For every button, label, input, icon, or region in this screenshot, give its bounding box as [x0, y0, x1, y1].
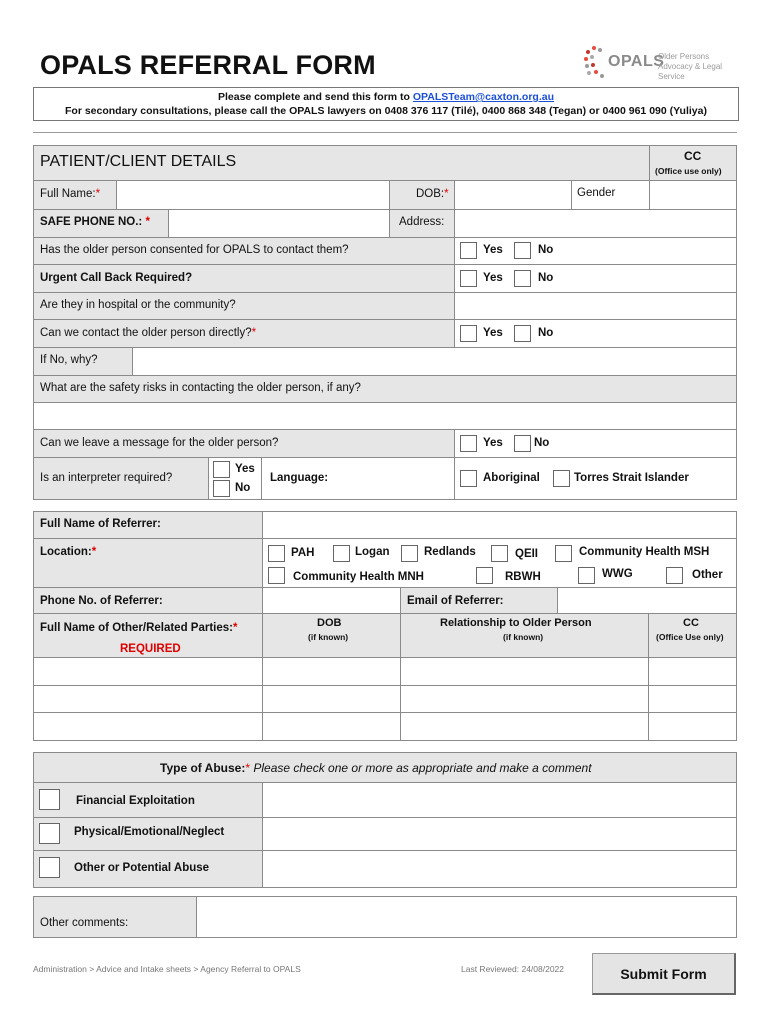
location-qeii-checkbox[interactable] [491, 545, 508, 562]
other-party-cc-2[interactable] [648, 685, 737, 713]
opals-logo: OPALS Older Persons Advocacy & Legal Service [582, 44, 742, 84]
location-rbwh-checkbox[interactable] [476, 567, 493, 584]
location-pah-checkbox[interactable] [268, 545, 285, 562]
submit-form-button[interactable]: Submit Form [592, 953, 736, 995]
hospital-input[interactable] [454, 292, 737, 320]
safety-input[interactable] [33, 402, 737, 430]
other-abuse-comment-input[interactable] [262, 850, 737, 888]
if-no-input[interactable] [132, 347, 737, 376]
urgent-no-checkbox[interactable] [514, 270, 531, 287]
location-redlands-checkbox[interactable] [401, 545, 418, 562]
location-other-checkbox[interactable] [666, 567, 683, 584]
safe-phone-label: SAFE PHONE NO.: [40, 216, 146, 228]
financial-checkbox[interactable] [39, 789, 60, 810]
hospital-question: Are they in hospital or the community? [40, 299, 236, 311]
abuse-type-hint: Please check one or more as appropriate and make a comment [250, 761, 592, 775]
abuse-type-label: Type of Abuse: [160, 761, 246, 775]
form-title: OPALS REFERRAL FORM [40, 50, 376, 80]
dob-label: DOB: [416, 188, 445, 200]
interpreter-question: Is an interpreter required? [40, 472, 173, 484]
consent-yes-checkbox[interactable] [460, 242, 477, 259]
referrer-name-input[interactable] [262, 511, 737, 539]
full-name-input[interactable] [116, 180, 390, 210]
referrer-phone-label: Phone No. of Referrer: [40, 595, 163, 607]
safe-phone-input[interactable] [168, 209, 390, 238]
other-party-dob-1[interactable] [262, 657, 401, 686]
other-dob-header: DOB [317, 617, 342, 629]
other-party-dob-2[interactable] [262, 685, 401, 713]
contact-no-checkbox[interactable] [514, 325, 531, 342]
location-label: Location: [40, 546, 92, 558]
footer-reviewed: Last Reviewed: 24/08/2022 [461, 964, 565, 974]
cc-input[interactable] [649, 180, 737, 210]
financial-label: Financial Exploitation [76, 795, 195, 807]
consent-no-checkbox[interactable] [514, 242, 531, 259]
gender-label: Gender [577, 187, 616, 199]
urgent-question: Urgent Call Back Required? [40, 272, 193, 284]
other-comments-label: Other comments: [40, 917, 129, 929]
language-label: Language: [270, 472, 329, 484]
other-party-name-2[interactable] [33, 685, 263, 713]
other-parties-label: Full Name of Other/Related Parties: [40, 622, 233, 634]
dob-input[interactable] [454, 180, 572, 210]
other-party-cc-1[interactable] [648, 657, 737, 686]
other-party-name-1[interactable] [33, 657, 263, 686]
other-comments-input[interactable] [196, 896, 737, 938]
referrer-email-input[interactable] [557, 587, 737, 614]
referrer-phone-input[interactable] [262, 587, 401, 614]
footer-path: Administration > Advice and Intake sheets > Agency Referral to OPALS [33, 964, 301, 974]
full-name-label: Full Name: [40, 188, 96, 200]
location-logan-checkbox[interactable] [333, 545, 350, 562]
secondary-consultation-text: For secondary consultations, please call the OPALS lawyers on 0408 376 117 (Tilé), 0400 868 348 (Tegan) or 0400 961 090 (Yuliya) [65, 105, 707, 117]
if-no-label: If No, why? [40, 354, 98, 366]
aboriginal-checkbox[interactable] [460, 470, 477, 487]
other-party-name-3[interactable] [33, 712, 263, 741]
location-wwg-checkbox[interactable] [578, 567, 595, 584]
other-abuse-label: Other or Potential Abuse [74, 862, 210, 874]
financial-comment-input[interactable] [262, 782, 737, 818]
contact-yes-checkbox[interactable] [460, 325, 477, 342]
divider [33, 132, 737, 133]
referrer-email-label: Email of Referrer: [407, 595, 504, 607]
contact-question: Can we contact the older person directly? [40, 327, 252, 339]
interpreter-no-checkbox[interactable] [213, 480, 230, 497]
referrer-name-label: Full Name of Referrer: [40, 518, 161, 530]
relationship-header: Relationship to Older Person [440, 617, 592, 629]
other-party-rel-2[interactable] [400, 685, 649, 713]
message-question: Can we leave a message for the older person? [40, 437, 279, 449]
physical-label: Physical/Emotional/Neglect [74, 826, 225, 838]
other-party-dob-3[interactable] [262, 712, 401, 741]
other-abuse-checkbox[interactable] [39, 857, 60, 878]
message-yes-checkbox[interactable] [460, 435, 477, 452]
other-party-rel-1[interactable] [400, 657, 649, 686]
message-no-checkbox[interactable] [514, 435, 531, 452]
instruction-banner: Please complete and send this form to OPALSTeam@caxton.org.au For secondary consultations, please call the OPALS lawyers on 0408 376 117 (Tilé), 0400 868 348 (Tegan) or 0400 961 090 (Yuliya) [33, 87, 739, 121]
required-label: REQUIRED [120, 643, 181, 655]
consent-question: Has the older person consented for OPALS to contact them? [40, 244, 349, 256]
location-mnh-checkbox[interactable] [268, 567, 285, 584]
other-cc-header: CC [683, 617, 699, 629]
address-label: Address: [399, 216, 445, 228]
other-party-cc-3[interactable] [648, 712, 737, 741]
interpreter-yes-checkbox[interactable] [213, 461, 230, 478]
location-msh-checkbox[interactable] [555, 545, 572, 562]
patient-section-title: PATIENT/CLIENT DETAILS [40, 153, 237, 170]
other-party-rel-3[interactable] [400, 712, 649, 741]
urgent-yes-checkbox[interactable] [460, 270, 477, 287]
safety-question: What are the safety risks in contacting the older person, if any? [40, 382, 361, 394]
physical-comment-input[interactable] [262, 817, 737, 851]
physical-checkbox[interactable] [39, 823, 60, 844]
email-link[interactable]: OPALSTeam@caxton.org.au [412, 91, 554, 103]
tsi-checkbox[interactable] [553, 470, 570, 487]
address-input[interactable] [454, 209, 737, 238]
